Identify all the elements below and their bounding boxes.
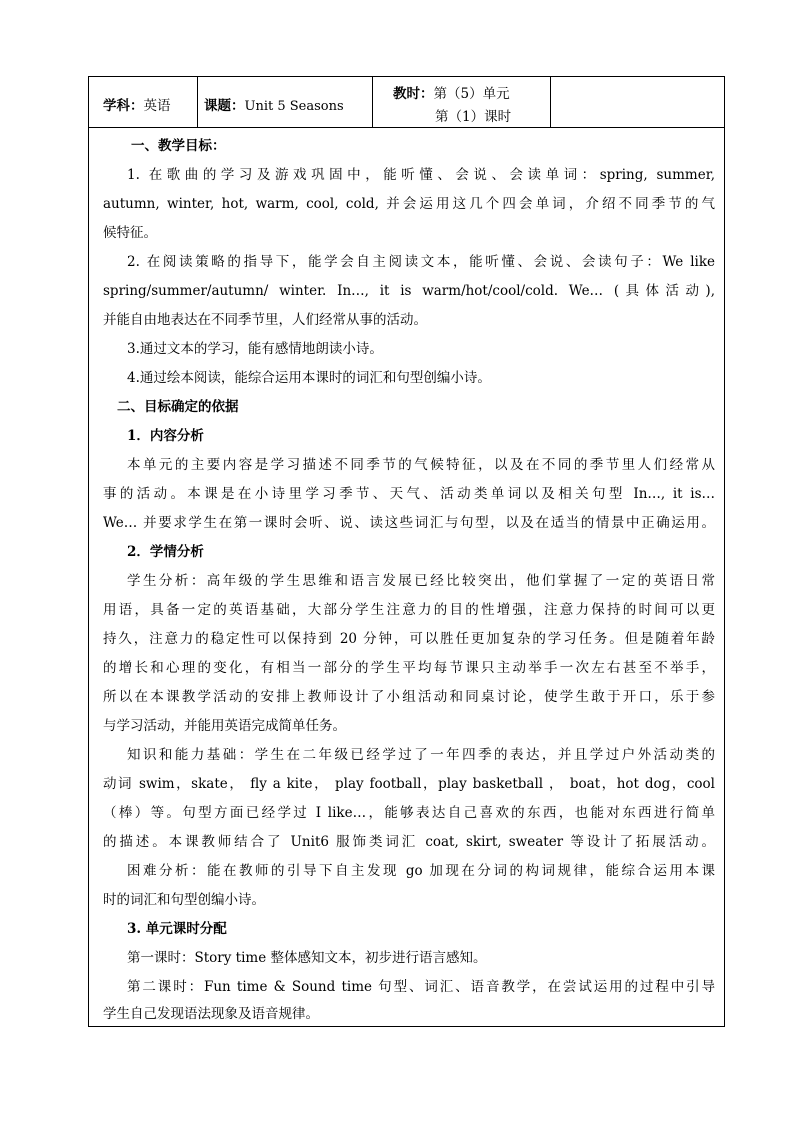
content-analysis-line-1: 本单元的主要内容是学习描述不同季节的气候特征，以及在不同的季节里人们经常从: [127, 457, 715, 473]
topic-label: 课题：: [204, 98, 245, 114]
heading-teaching-objectives: 一、教学目标：: [131, 138, 226, 154]
content-analysis-line-2: 事的活动。本课是在小诗里学习季节、天气、活动类单词以及相关句型 In…, it is…: [103, 486, 715, 502]
subject-value: 英语: [143, 98, 171, 114]
objective-2-line-2: spring/summer/autumn/ winter. In…, it is warm/hot/cool/cold. We… (具体活动),: [103, 283, 715, 299]
period-value: 第（5）单元: [433, 86, 510, 102]
period-2-line-1: 第二课时：Fun time & Sound time 句型、词汇、语音教学，在尝试运用的过程中引导: [127, 979, 715, 995]
objective-2-line-3: 并能自由地表达在不同季节里，人们经常从事的活动。: [103, 312, 427, 328]
knowledge-line-4: 的描述。本课教师结合了 Unit6 服饰类词汇 coat, skirt, sweater 等设计了拓展活动。: [103, 834, 715, 850]
blank-cell: [551, 77, 726, 127]
objective-1-line-1: 1. 在歌曲的学习及游戏巩固中，能听懂、会说、会读单词：spring, summer,: [127, 167, 715, 183]
heading-content-analysis: 1．内容分析: [127, 428, 204, 444]
objective-2-line-1: 2. 在阅读策略的指导下，能学会自主阅读文本，能听懂、会说、会读句子：We like: [127, 254, 715, 270]
difficulty-line-2: 时的词汇和句型创编小诗。: [103, 892, 265, 908]
difficulty-line-1: 困难分析：能在教师的引导下自主发现 go 加现在分词的构词规律，能综合运用本课: [127, 863, 715, 879]
objective-1-line-3: 候特征。: [103, 225, 157, 241]
learner-analysis-line-1: 学生分析：高年级的学生思维和语言发展已经比较突出，他们掌握了一定的英语日常: [127, 573, 715, 589]
heading-learner-analysis: 2．学情分析: [127, 544, 204, 560]
heading-basis: 二、目标确定的依据: [117, 399, 239, 415]
objective-3: 3.通过文本的学习，能有感情地朗读小诗。: [127, 341, 383, 357]
period-2-line-2: 学生自己发现语法现象及语音规律。: [103, 1006, 319, 1022]
period-1: 第一课时：Story time 整体感知文本，初步进行语言感知。: [127, 950, 487, 966]
knowledge-line-1: 知识和能力基础：学生在二年级已经学过了一年四季的表达，并且学过户外活动类的: [127, 747, 715, 763]
learner-analysis-line-4: 的增长和心理的变化，有相当一部分的学生平均每节课只主动举手一次左右甚至不举手，: [103, 660, 715, 676]
learner-analysis-line-6: 与学习活动，并能用英语完成简单任务。: [103, 718, 346, 734]
knowledge-line-2: 动词 swim，skate， fly a kite， play football，play basketball ， boat，hot dog，cool: [103, 776, 715, 792]
topic-value: Unit 5 Seasons: [244, 99, 344, 114]
lesson-plan-table: [88, 76, 725, 1027]
learner-analysis-line-5: 所以在本课教学活动的安排上教师设计了小组活动和同桌讨论，使学生敢于开口，乐于参: [103, 689, 715, 705]
period-label: 教时：: [393, 86, 434, 102]
subject-label: 学科：: [103, 98, 144, 114]
learner-analysis-line-2: 用语，具备一定的英语基础，大部分学生注意力的目的性增强，注意力保持的时间可以更: [103, 602, 715, 618]
objective-1-line-2: autumn, winter, hot, warm, cool, cold, 并会运用这几个四会单词，介绍不同季节的气: [103, 196, 715, 212]
objective-4: 4.通过绘本阅读，能综合运用本课时的词汇和句型创编小诗。: [127, 370, 491, 386]
heading-period-allocation: 3. 单元课时分配: [127, 921, 227, 937]
period-cell: [373, 77, 551, 127]
period-value-2: 第（1）课时: [435, 109, 512, 125]
header-row: [89, 77, 724, 128]
topic-cell: [198, 77, 373, 127]
knowledge-line-3: （棒）等。句型方面已经学过 I like…，能够表达自己喜欢的东西，也能对东西进行简单: [103, 805, 715, 821]
learner-analysis-line-3: 持久，注意力的稳定性可以保持到 20 分钟，可以胜任更加复杂的学习任务。但是随着年龄: [103, 631, 715, 647]
content-cell: [89, 128, 724, 1028]
content-analysis-line-3: We… 并要求学生在第一课时会听、说、读这些词汇与句型，以及在适当的情景中正确运用。: [103, 515, 715, 531]
subject-cell: [89, 77, 198, 127]
